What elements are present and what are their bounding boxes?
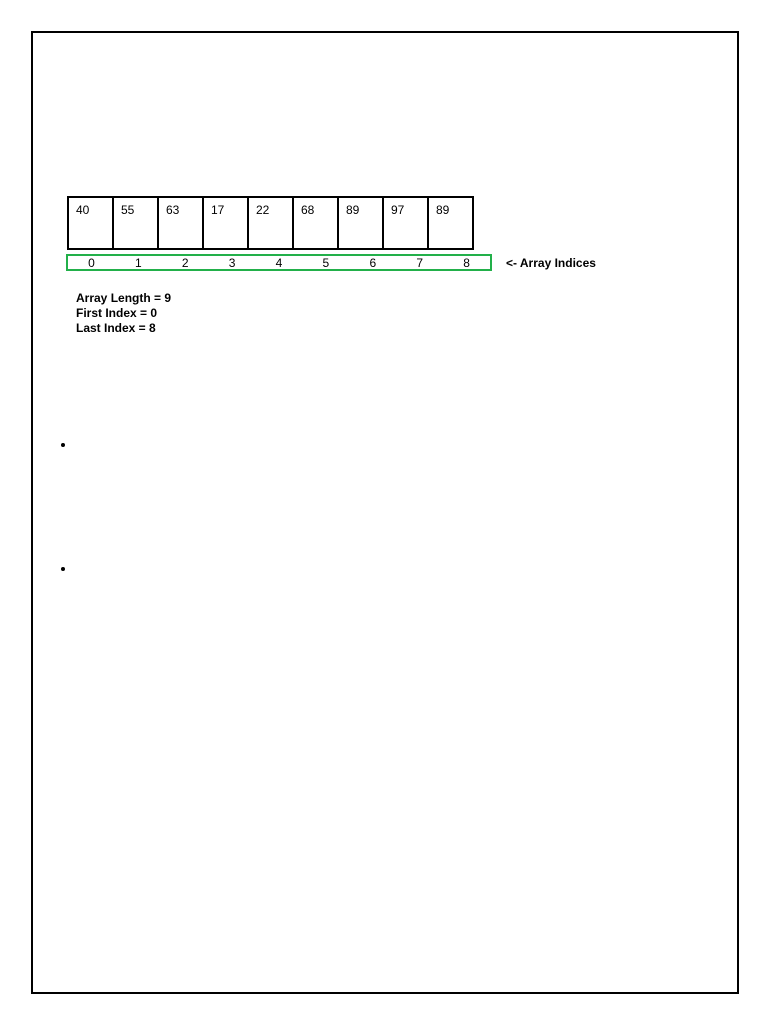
array-index: 7 xyxy=(416,256,424,270)
array-stats xyxy=(76,291,171,336)
array-index: 8 xyxy=(463,256,470,270)
array-cell: 68 xyxy=(292,196,339,250)
bullet-dot xyxy=(61,567,65,571)
array-cell: 89 xyxy=(337,196,384,250)
array-cell: 63 xyxy=(157,196,204,250)
array-cell: 97 xyxy=(382,196,429,250)
array-index: 6 xyxy=(369,256,377,270)
array-index: 5 xyxy=(322,256,330,270)
array-length-text: Array Length = 9 xyxy=(76,291,172,305)
last-index-text: Last Index = 8 xyxy=(76,321,156,335)
array-cell: 40 xyxy=(67,196,114,250)
array-index: 1 xyxy=(134,256,142,270)
array-index: 3 xyxy=(228,256,236,270)
array-index: 2 xyxy=(181,256,189,270)
bullet-dot xyxy=(61,443,65,447)
array-indices xyxy=(66,254,492,271)
first-index-text: First Index = 0 xyxy=(76,306,158,320)
array-cells xyxy=(67,196,474,250)
array-cell: 22 xyxy=(247,196,294,250)
array-indices-label: <- Array Indices xyxy=(506,256,596,270)
array-cell: 17 xyxy=(202,196,249,250)
array-cell: 55 xyxy=(112,196,159,250)
page-frame xyxy=(31,31,739,994)
array-cell: 89 xyxy=(427,196,474,250)
array-index: 0 xyxy=(88,256,95,270)
array-index: 4 xyxy=(275,256,283,270)
